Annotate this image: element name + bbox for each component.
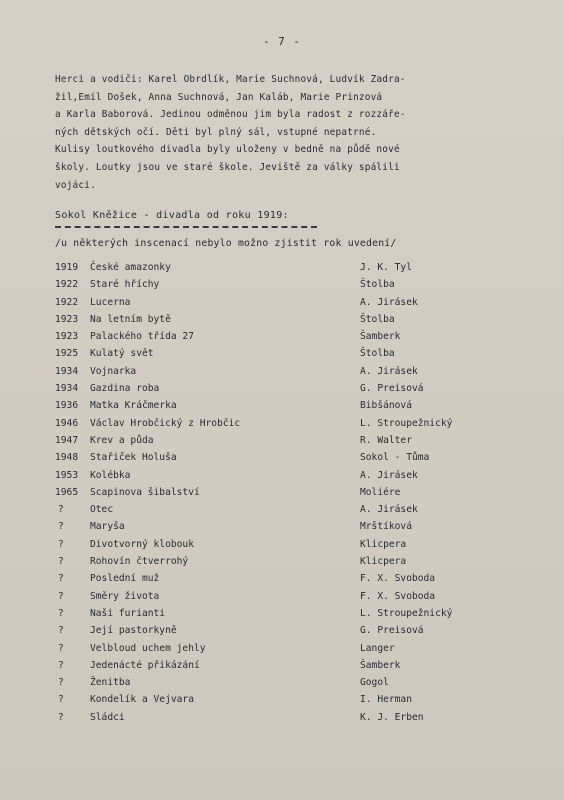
play-year: ? [58, 694, 64, 706]
list-item [55, 556, 495, 573]
list-item [55, 331, 495, 348]
play-author: Klicpera [360, 556, 407, 568]
play-title: Na letním bytě [90, 313, 171, 325]
play-title: Naši furianti [90, 607, 166, 619]
play-title: Rohovín čtverrohý [90, 556, 189, 568]
list-item [55, 314, 495, 331]
list-item [55, 573, 495, 590]
play-year: 1922 [55, 296, 79, 308]
play-year: 1922 [55, 279, 79, 291]
list-item [55, 677, 495, 694]
play-author: Bibšánová [360, 400, 412, 412]
play-year: ? [58, 607, 64, 619]
play-author: Štolba [360, 313, 395, 325]
play-title: Vojnarka [90, 365, 137, 377]
play-title: Staré hříchy [90, 279, 160, 291]
play-year: 1965 [55, 486, 79, 498]
play-author: A. Jirásek [360, 296, 418, 308]
section-underline [55, 226, 317, 228]
play-year: ? [58, 677, 64, 689]
play-author: G. Preisová [360, 625, 424, 637]
play-year: ? [58, 642, 64, 654]
play-title: Matka Kráčmerka [90, 400, 177, 412]
play-year: ? [58, 590, 64, 602]
play-author: J. K. Tyl [360, 262, 412, 273]
play-author: Štolba [360, 348, 395, 360]
play-author: F. X. Svoboda [360, 590, 436, 602]
play-title: Sládci [90, 711, 125, 723]
list-item [55, 452, 495, 469]
list-item [55, 487, 495, 504]
play-year: ? [58, 504, 64, 516]
play-year: 1948 [55, 452, 79, 464]
list-item [55, 521, 495, 538]
list-item [55, 625, 495, 642]
play-year: ? [58, 538, 64, 550]
list-item [55, 435, 495, 452]
play-title: Kondelík a Vejvara [90, 694, 194, 706]
play-title: Velbloud uchem jehly [90, 642, 206, 654]
play-author: Moliére [360, 486, 401, 498]
list-item [55, 539, 495, 556]
play-title: Směry života [90, 590, 160, 602]
play-year: 1946 [55, 417, 79, 429]
list-item [55, 279, 495, 296]
page-number: - 7 - [262, 35, 302, 48]
play-author: A. Jirásek [360, 365, 418, 377]
play-year: 1947 [55, 434, 79, 446]
play-title: Poslední muž [90, 573, 160, 585]
list-item [55, 712, 495, 729]
intro-line: vojáci. [55, 179, 96, 191]
play-year: 1923 [55, 331, 79, 343]
list-item [55, 383, 495, 400]
list-item [55, 418, 495, 435]
play-year: ? [58, 521, 64, 533]
play-title: Gazdina roba [90, 383, 160, 395]
play-year: ? [58, 573, 64, 585]
section-note: /u některých inscenací nebylo možno zjistit rok uvedení/ [55, 238, 397, 249]
section-title: Sokol Kněžice - divadla od roku 1919: [55, 210, 289, 221]
play-author: Gogol [360, 677, 389, 689]
play-author: L. Stroupežnický [360, 607, 453, 619]
list-item [55, 348, 495, 365]
intro-line: školy. Loutky jsou ve staré škole. Jeviště za války spálili [55, 161, 400, 173]
play-author: Štolba [360, 279, 395, 291]
play-author: G. Preisová [360, 383, 424, 395]
list-item [55, 400, 495, 417]
list-item [55, 504, 495, 521]
list-item [55, 643, 495, 660]
play-title: Krev a půda [90, 434, 154, 446]
play-author: K. J. Erben [360, 711, 424, 723]
play-title: Maryša [90, 521, 125, 533]
play-author: L. Stroupežnický [360, 417, 453, 429]
play-author: A. Jirásek [360, 469, 418, 481]
list-item [55, 262, 495, 279]
play-title: Kulatý svět [90, 348, 154, 360]
repertoire-list [55, 262, 495, 729]
list-item [55, 470, 495, 487]
play-title: Palackého třída 27 [90, 331, 194, 343]
intro-line: Herci a vodiči: Karel Obrdlík, Marie Suchnová, Ludvík Zadra- [55, 74, 406, 85]
play-year: ? [58, 556, 64, 568]
play-title: Ženitba [90, 677, 131, 689]
list-item [55, 297, 495, 314]
play-author: Šamberk [360, 659, 401, 671]
list-item [55, 660, 495, 677]
play-year: ? [58, 659, 64, 671]
play-author: I. Herman [360, 694, 412, 706]
list-item [55, 694, 495, 711]
play-author: Šamberk [360, 331, 401, 343]
play-year: 1925 [55, 348, 79, 360]
list-item [55, 591, 495, 608]
play-year: 1934 [55, 365, 79, 377]
play-year: 1919 [55, 262, 79, 273]
intro-line: Kulisy loutkového divadla byly uloženy v bedně na půdě nové [55, 144, 400, 156]
play-author: A. Jirásek [360, 504, 418, 516]
play-author: Mrštíková [360, 521, 412, 533]
play-year: ? [58, 625, 64, 637]
play-title: Otec [90, 504, 114, 516]
intro-line: žil,Emil Došek, Anna Suchnová, Jan Kaláb, Marie Prinzová [55, 91, 383, 103]
play-author: R. Walter [360, 434, 412, 446]
play-title: Její pastorkyně [90, 625, 177, 637]
play-author: F. X. Svoboda [360, 573, 436, 585]
play-title: Stařiček Holuša [90, 452, 177, 464]
intro-line: ných dětských očí. Děti byl plný sál, vstupné nepatrné. [55, 126, 377, 138]
play-title: Václav Hrobčický z Hrobčic [90, 417, 241, 429]
play-year: 1936 [55, 400, 79, 412]
play-year: 1934 [55, 383, 79, 395]
play-year: ? [58, 711, 64, 723]
list-item [55, 366, 495, 383]
play-title: České amazonky [90, 262, 171, 273]
play-year: 1923 [55, 313, 79, 325]
play-title: Jedenácté přikázání [90, 659, 200, 671]
play-title: Kolébka [90, 469, 131, 481]
list-item [55, 608, 495, 625]
play-year: 1953 [55, 469, 79, 481]
play-author: Sokol - Tůma [360, 452, 430, 464]
intro-paragraph [55, 71, 495, 194]
play-title: Scapinova šibalství [90, 486, 200, 498]
play-author: Langer [360, 642, 395, 654]
play-author: Klicpera [360, 538, 407, 550]
play-title: Divotvorný klobouk [90, 538, 194, 550]
play-title: Lucerna [90, 296, 131, 308]
intro-line: a Karla Baborová. Jedinou odměnou jim byla radost z rozzáře- [55, 109, 406, 121]
